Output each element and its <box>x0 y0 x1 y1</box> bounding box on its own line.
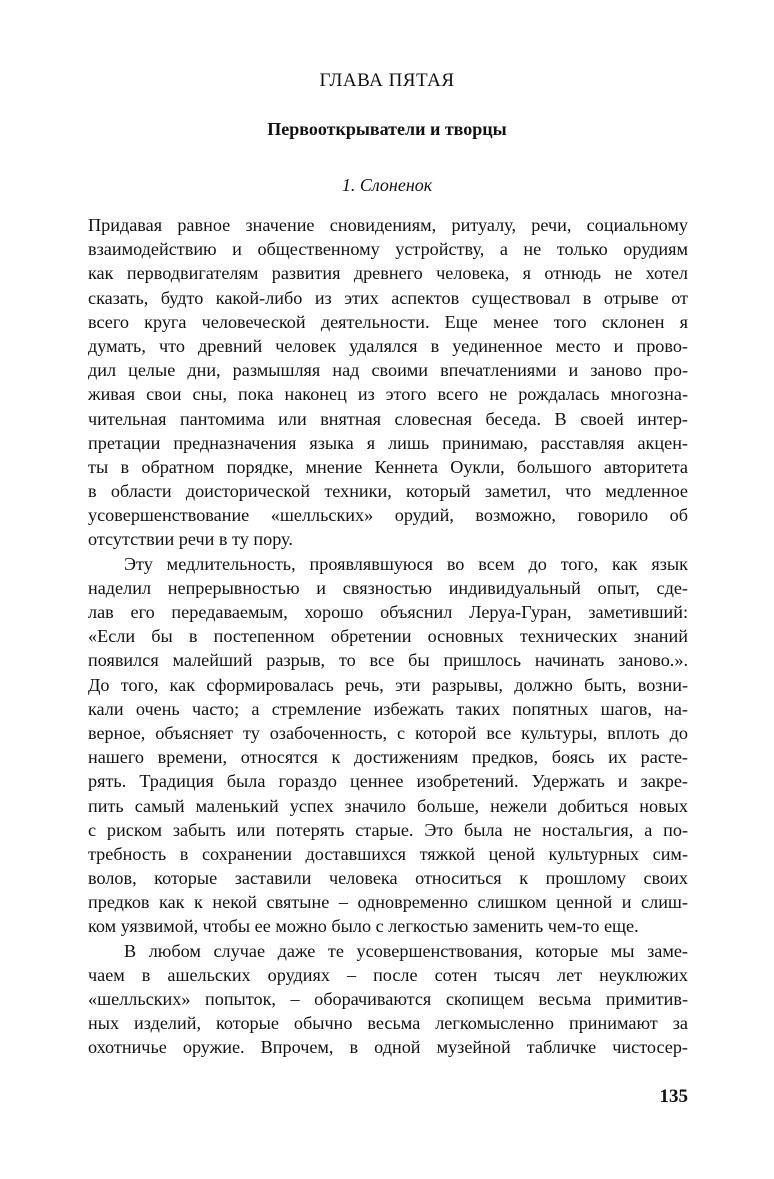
text-line: наделил непрерывностью и связностью индивидуальный опыт, сде- <box>88 577 688 598</box>
text-line: усовершенствование «шелльских» орудий, возможно, говорило об <box>88 505 688 526</box>
body-text <box>88 213 688 1060</box>
text-line: охотничье оружие. Впрочем, в одной музейной табличке чистосер- <box>88 1037 688 1058</box>
text-line: в области доисторической техники, который заметил, что медленное <box>88 481 688 502</box>
text-line: ты в обратном порядке, мнение Кеннета Оукли, большого авторитета <box>88 456 688 477</box>
text-line: всего круга человеческой деятельности. Еще менее того склонен я <box>88 311 688 332</box>
text-line: лав его передаваемым, хорошо объяснил Леруа-Гуран, заметивший: <box>88 602 688 622</box>
paragraph <box>88 552 688 939</box>
text-line: сказать, будто какой-либо из этих аспектов существовал в отрыве от <box>88 287 688 308</box>
text-line: Эту медлительность, проявлявшуюся во всем до того, как язык <box>124 553 688 574</box>
text-line: В любом случае даже те усовершенствования, которые мы заме- <box>124 940 688 961</box>
text-line: ком уязвимой, чтобы ее можно было с легкостью заменить чем-то еще. <box>88 916 639 937</box>
text-line: верное, объясняет ту озабоченность, с которой все культуры, вплоть до <box>88 722 688 743</box>
text-line: живая свои сны, пока наконец из этого всего не рождалась многозна- <box>88 384 688 405</box>
text-line: думать, что древний человек удалялся в уединенное место и прово- <box>88 335 688 356</box>
text-line: До того, как сформировалась речь, эти разрывы, должно быть, возни- <box>88 674 688 695</box>
text-line: рять. Традиция была гораздо ценнее изобретений. Удержать и закре- <box>88 771 688 792</box>
text-line: нашего времени, относятся к достижениям предков, боясь их расте- <box>88 747 688 768</box>
paragraph <box>88 939 688 1060</box>
text-line: взаимодействию и общественному устройству, а не только орудиям <box>88 239 688 260</box>
text-line: появился малейший разрыв, то все бы пришлось начинать заново.». <box>88 650 688 671</box>
text-line: пить самый маленький успех значило больше, нежели добиться новых <box>88 795 688 816</box>
text-line: кали очень часто; а стремление избежать таких попятных шагов, на- <box>88 698 688 719</box>
text-line: чительная пантомима или внятная словесная беседа. В своей интер- <box>88 408 688 429</box>
paragraph <box>88 213 688 552</box>
text-line: «шелльских» попыток, – оборачиваются скопищем весьма примитив- <box>88 989 688 1009</box>
text-line: претации предназначения языка я лишь принимаю, расставляя акцен- <box>88 432 688 453</box>
text-line: волов, которые заставили человека относиться к прошлому своих <box>88 868 688 889</box>
page-number: 135 <box>659 1086 688 1107</box>
section-title: Первооткрыватели и творцы <box>267 119 507 139</box>
text-line: «Если бы в постепенном обретении основных технических знаний <box>88 626 688 647</box>
subsection-title: 1. Слоненок <box>341 175 433 195</box>
text-line: ных изделий, которые обычно весьма легкомысленно принимают за <box>88 1013 688 1034</box>
text-line: дил целые дни, размышляя над своими впечатлениями и заново про- <box>88 360 688 381</box>
text-line: чаем в ашельских орудиях – после сотен тысяч лет неуклюжих <box>88 964 688 985</box>
text-line: предков как к некой святыне – одновременно слишком ценной и слиш- <box>88 892 688 913</box>
text-line: требность в сохранении доставшихся тяжкой ценой культурных сим- <box>88 843 688 864</box>
text-line: Придавая равное значение сновидениям, ритуалу, речи, социальному <box>88 215 688 235</box>
text-line: отсутствии речи в ту пору. <box>88 529 293 550</box>
text-line: с риском забыть или потерять старые. Это была не ностальгия, а по- <box>88 819 688 840</box>
chapter-title: ГЛАВА ПЯТАЯ <box>319 70 455 91</box>
text-line: как перводвигателям развития древнего человека, я отнюдь не хотел <box>88 263 688 284</box>
